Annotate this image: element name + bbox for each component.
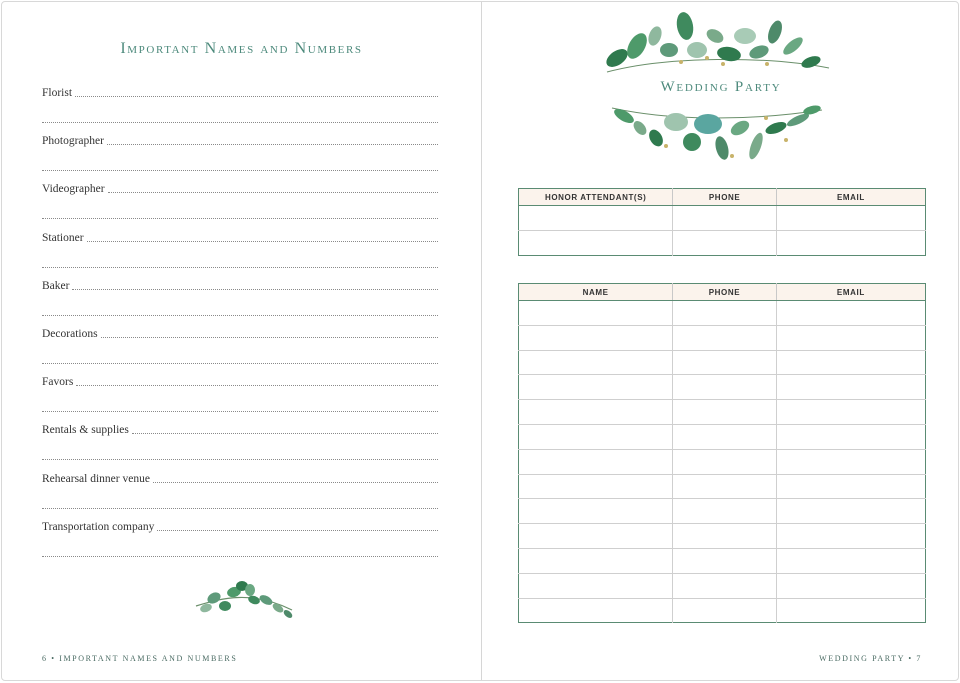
table-cell[interactable] — [519, 230, 673, 255]
table-row — [519, 375, 926, 400]
table-cell[interactable] — [776, 598, 925, 623]
table-cell[interactable] — [776, 230, 925, 255]
table-cell[interactable] — [776, 424, 925, 449]
contact-field — [42, 516, 438, 557]
table-cell[interactable] — [673, 474, 777, 499]
table-cell[interactable] — [776, 548, 925, 573]
write-in-line[interactable] — [108, 181, 438, 193]
table-cell[interactable] — [673, 598, 777, 623]
contact-field-label: Decorations — [42, 328, 98, 340]
write-in-line[interactable] — [107, 133, 438, 145]
contact-field-label: Baker — [42, 279, 70, 292]
table-cell[interactable] — [776, 474, 925, 499]
table-cell[interactable] — [519, 375, 673, 400]
table-row — [519, 400, 926, 425]
table-cell[interactable] — [519, 206, 673, 231]
right-page-title: Wedding Party — [660, 79, 782, 95]
column-header: EMAIL — [776, 189, 925, 206]
table-cell[interactable] — [776, 524, 925, 549]
contact-field-label: Favors — [42, 376, 74, 389]
table-cell[interactable] — [519, 301, 673, 326]
write-in-line[interactable] — [157, 519, 438, 531]
right-page — [482, 2, 960, 680]
table-cell[interactable] — [673, 230, 776, 255]
contact-field — [42, 323, 438, 364]
table-cell[interactable] — [673, 375, 777, 400]
contact-field — [42, 468, 438, 509]
contact-field-label: Rehearsal dinner venue — [42, 472, 150, 485]
write-in-line-second[interactable] — [42, 556, 438, 557]
table-cell[interactable] — [776, 325, 925, 350]
table-cell[interactable] — [776, 400, 925, 425]
contact-field — [42, 275, 438, 316]
contact-field-label: Florist — [42, 87, 73, 99]
write-in-line-second[interactable] — [42, 315, 438, 316]
table-row — [519, 449, 926, 474]
write-in-line-second[interactable] — [42, 267, 438, 268]
column-header: EMAIL — [776, 284, 925, 301]
book-spread — [1, 1, 959, 681]
write-in-line-second[interactable] — [42, 411, 438, 412]
write-in-line-second[interactable] — [42, 122, 438, 123]
write-in-line[interactable] — [153, 471, 438, 483]
contact-field — [42, 178, 438, 219]
column-header: PHONE — [673, 189, 776, 206]
table-row — [519, 474, 926, 499]
column-header: HONOR ATTENDANT(S) — [519, 189, 673, 206]
table-cell[interactable] — [519, 400, 673, 425]
table-cell[interactable] — [776, 573, 925, 598]
write-in-line-second[interactable] — [42, 459, 438, 460]
table-cell[interactable] — [776, 499, 925, 524]
table-cell[interactable] — [673, 499, 777, 524]
left-page-title: Important Names and Numbers — [120, 40, 363, 57]
right-folio: WEDDING PARTY • 7 — [819, 654, 922, 663]
column-header: PHONE — [673, 284, 777, 301]
table-cell[interactable] — [519, 499, 673, 524]
table-cell[interactable] — [776, 206, 925, 231]
contact-field-label: Rentals & supplies — [42, 424, 129, 437]
table-row — [519, 350, 926, 375]
table-row — [519, 548, 926, 573]
table-row — [519, 524, 926, 549]
table-cell[interactable] — [776, 449, 925, 474]
floral-garland-bottom-icon — [606, 98, 828, 166]
table-cell[interactable] — [519, 350, 673, 375]
table-cell[interactable] — [776, 375, 925, 400]
table-cell[interactable] — [673, 301, 777, 326]
contact-field-row[interactable] — [42, 419, 438, 437]
table-row — [519, 301, 926, 326]
contact-field-row[interactable] — [42, 130, 438, 148]
table-cell[interactable] — [519, 474, 673, 499]
table-cell[interactable] — [673, 449, 777, 474]
table-cell[interactable] — [673, 573, 777, 598]
contact-field-row[interactable] — [42, 371, 438, 389]
left-page — [2, 2, 481, 680]
table-cell[interactable] — [519, 325, 673, 350]
table-row — [519, 206, 926, 231]
table-cell[interactable] — [519, 598, 673, 623]
contact-field — [42, 82, 438, 123]
table-cell[interactable] — [519, 573, 673, 598]
write-in-line[interactable] — [87, 230, 438, 242]
write-in-line-second[interactable] — [42, 508, 438, 509]
contact-field-row[interactable] — [42, 178, 438, 196]
write-in-line-second[interactable] — [42, 218, 438, 219]
table-cell[interactable] — [673, 424, 777, 449]
table-cell[interactable] — [673, 548, 777, 573]
table-cell[interactable] — [519, 424, 673, 449]
table-row — [519, 573, 926, 598]
column-header: NAME — [519, 284, 673, 301]
write-in-line[interactable] — [132, 422, 438, 434]
write-in-line-second[interactable] — [42, 170, 438, 171]
table-row — [519, 598, 926, 623]
table-cell[interactable] — [673, 325, 777, 350]
table-cell[interactable] — [776, 350, 925, 375]
table-cell[interactable] — [673, 524, 777, 549]
table-cell[interactable] — [519, 524, 673, 549]
write-in-line[interactable] — [75, 85, 438, 97]
wedding-party-table — [518, 283, 926, 623]
contact-field — [42, 227, 438, 268]
write-in-line[interactable] — [76, 374, 438, 386]
table-cell[interactable] — [673, 206, 776, 231]
write-in-line[interactable] — [72, 278, 438, 290]
floral-garland-top-icon — [597, 6, 837, 78]
table-row — [519, 424, 926, 449]
table-row — [519, 499, 926, 524]
table-cell[interactable] — [673, 400, 777, 425]
table-cell[interactable] — [673, 350, 777, 375]
contact-field-row[interactable] — [42, 227, 438, 245]
honor-attendant-table — [518, 188, 926, 256]
contact-field — [42, 371, 438, 412]
eucalyptus-sprig-icon — [192, 576, 297, 622]
left-folio: 6 • IMPORTANT NAMES AND NUMBERS — [42, 654, 238, 663]
table-cell[interactable] — [519, 449, 673, 474]
write-in-line[interactable] — [101, 326, 438, 338]
table-row — [519, 325, 926, 350]
contact-field-row[interactable] — [42, 323, 438, 341]
contact-field-label: Transportation company — [42, 520, 155, 533]
contact-field-row[interactable] — [42, 275, 438, 293]
table-cell[interactable] — [519, 548, 673, 573]
contact-field — [42, 130, 438, 171]
contact-field-label: Photographer — [42, 135, 104, 148]
table-cell[interactable] — [776, 301, 925, 326]
contact-field-label: Videographer — [42, 183, 105, 196]
contact-field-label: Stationer — [42, 231, 84, 244]
contact-field — [42, 419, 438, 460]
write-in-line-second[interactable] — [42, 363, 438, 364]
table-row — [519, 230, 926, 255]
contact-field-row[interactable] — [42, 82, 438, 100]
contact-field-row[interactable] — [42, 468, 438, 486]
contact-field-row[interactable] — [42, 516, 438, 534]
